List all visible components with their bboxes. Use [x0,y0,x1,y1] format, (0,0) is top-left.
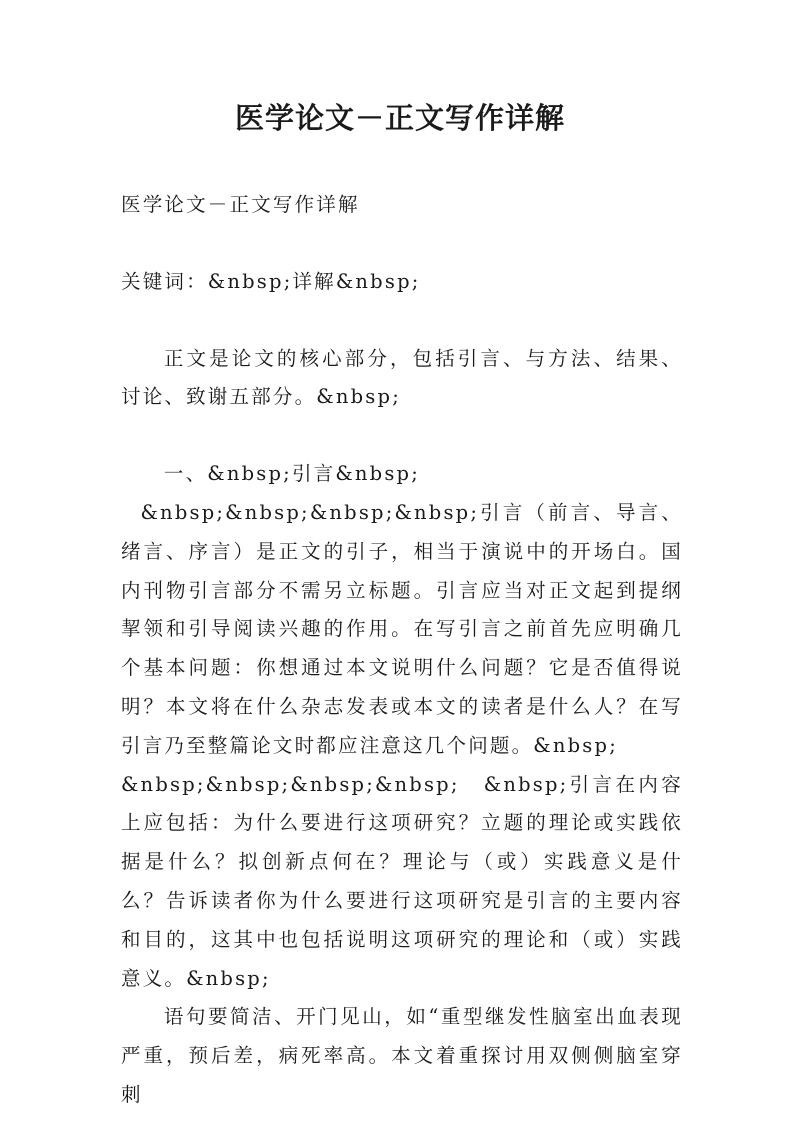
paragraph-intro: 正文是论文的核心部分，包括引言、与方法、结果、讨论、致谢五部分。&nbsp; [121,346,683,409]
paragraph-introduction-definition: &nbsp;&nbsp;&nbsp;&nbsp;引言（前言、导言、绪言、序言）是正文的引子，相当于演说中的开场白。国内刊物引言部分不需另立标题。引言应当对正文起到提纲挈领和引导阅读兴趣的作用。在写引言之前首先应明确几个基本问题：你想通过本文说明什么问题？它是否值得说明？本文将在什么杂志发表或本文的读者是什么人？在写引言乃至整篇论文时都应注意这几个问题。&nbsp; [121,500,683,757]
paragraph-keywords: 关键词：&nbsp;详解&nbsp; [121,269,421,293]
paragraph-introduction-style: 语句要简洁、开门见山，如“重型继发性脑室出血表现严重，预后差，病死率高。本文着重探讨用双侧侧脑室穿刺 [121,1005,683,1106]
section-heading-introduction: 一、&nbsp;引言&nbsp; [163,462,421,486]
paragraph-heading: 医学论文－正文写作详解 [121,193,360,216]
paragraph-spacer [121,417,683,455]
document-title: 医学论文－正文写作详解 [234,101,565,135]
paragraph-spacer [121,225,683,263]
paragraph-introduction-content: &nbsp;&nbsp;&nbsp;&nbsp; &nbsp;引言在内容上应包括：为什么要进行这项研究？立题的理论或实践依据是什么？拟创新点何在？理论与（或）实践意义是什么？告诉读者你为什么要进行这项研究是引言的主要内容和目的，这其中也包括说明这项研究的理论和（或）实践意义。&nbsp; [121,772,683,990]
paragraph-spacer [121,302,683,340]
document-body [121,186,683,1115]
